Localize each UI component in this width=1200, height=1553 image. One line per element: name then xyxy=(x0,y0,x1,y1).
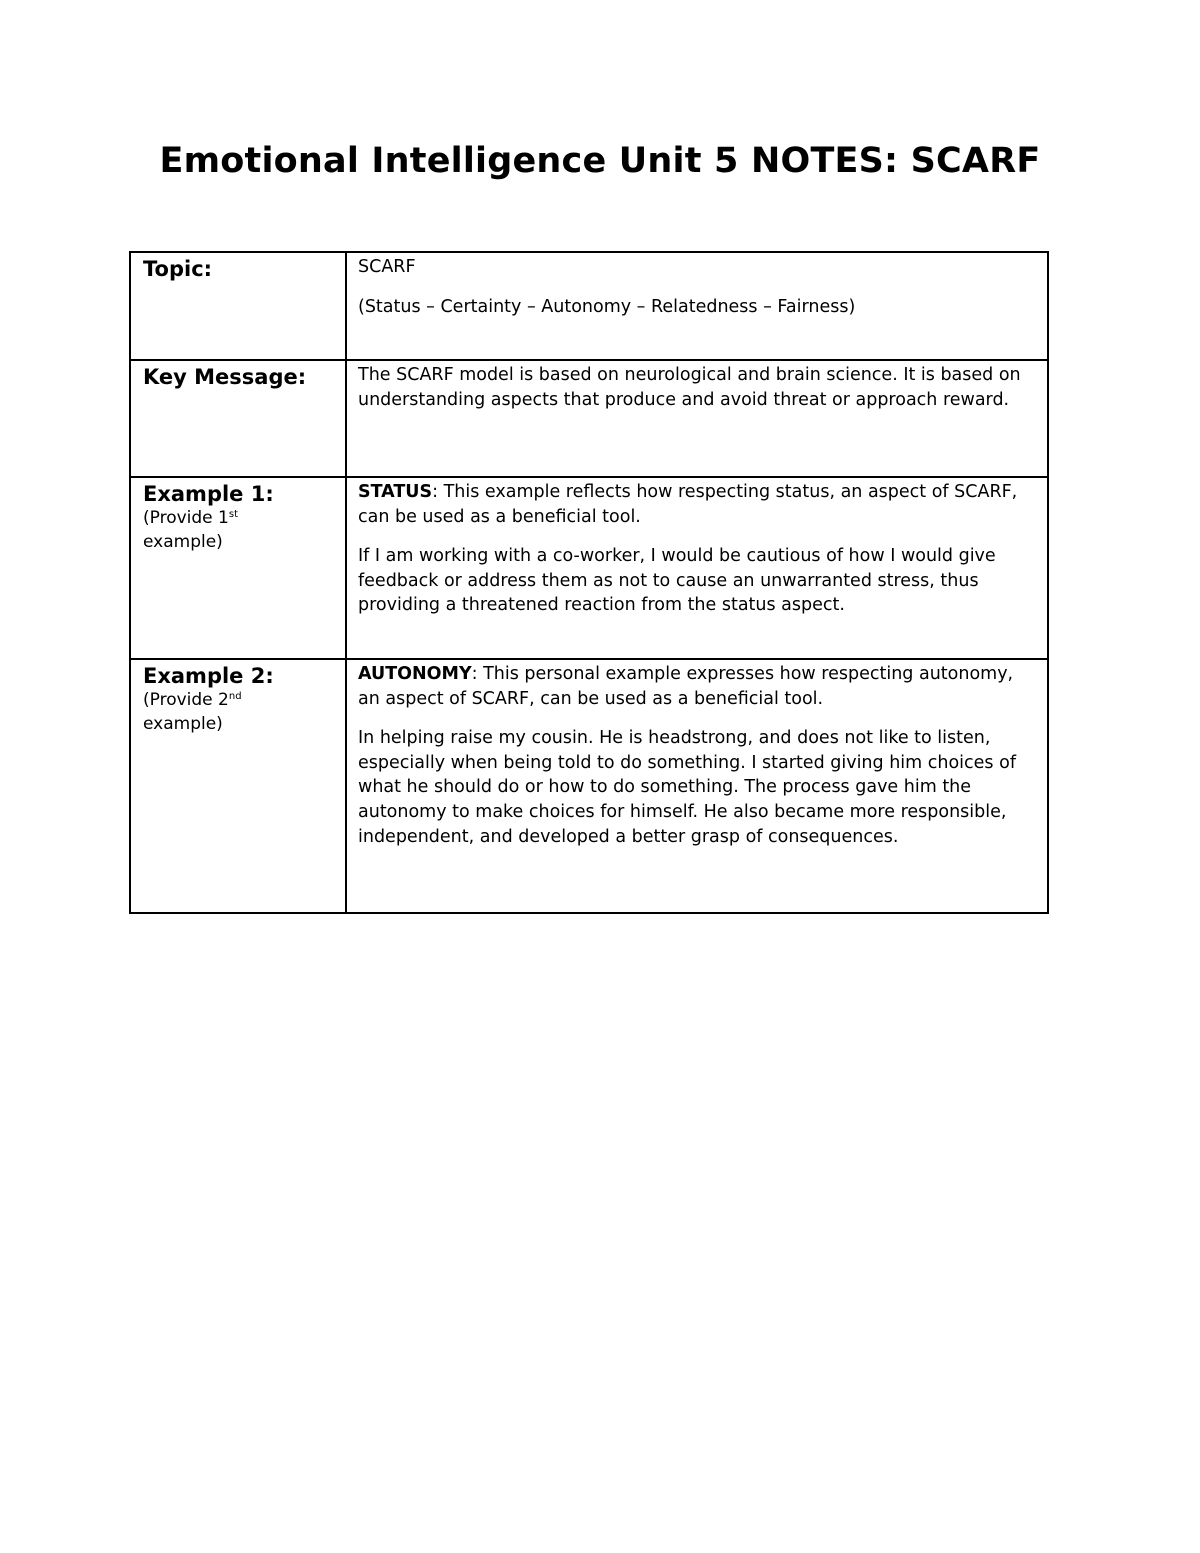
table-row-example-1 xyxy=(130,477,1048,659)
example-1-intro xyxy=(358,480,1037,529)
example-2-label: Example 2: xyxy=(143,664,274,688)
example-1-sublabel-prefix: (Provide 1 xyxy=(143,508,229,528)
example-2-sublabel xyxy=(143,688,335,736)
example-1-body: If I am working with a co-worker, I would be cautious of how I would give feedback or address them as not to cause an unwarranted stress, thus providing a threatened reaction from the status aspect. xyxy=(358,546,996,616)
example-2-label-cell xyxy=(130,659,346,913)
topic-name: SCARF xyxy=(358,257,416,277)
page-title: Emotional Intelligence Unit 5 NOTES: SCARF xyxy=(159,141,1041,181)
example-1-label-cell xyxy=(130,477,346,659)
key-message-label-cell xyxy=(130,360,346,477)
table-row-example-2 xyxy=(130,659,1048,913)
example-2-sublabel-suffix: example) xyxy=(143,714,223,734)
example-1-content-cell xyxy=(346,477,1048,659)
example-2-sublabel-prefix: (Provide 2 xyxy=(143,690,229,710)
example-2-content-cell xyxy=(346,659,1048,913)
notes-table xyxy=(129,251,1049,914)
key-message-text: The SCARF model is based on neurological and brain science. It is based on understanding aspects that produce and avoid threat or approach reward. xyxy=(358,365,1021,410)
table-row-key-message xyxy=(130,360,1048,477)
key-message-content-cell xyxy=(346,360,1048,477)
example-1-sublabel xyxy=(143,506,335,554)
example-2-intro xyxy=(358,662,1037,711)
key-message-label: Key Message: xyxy=(143,365,307,389)
example-2-intro-text: : This personal example expresses how respecting autonomy, an aspect of SCARF, can be used as a beneficial tool. xyxy=(358,664,1014,709)
topic-label-cell xyxy=(130,252,346,360)
example-1-intro-text: : This example reflects how respecting status, an aspect of SCARF, can be used as a beneficial tool. xyxy=(358,482,1018,527)
table-row-topic xyxy=(130,252,1048,360)
example-1-sublabel-suffix: example) xyxy=(143,532,223,552)
example-2-heading: AUTONOMY xyxy=(358,664,472,684)
example-1-heading: STATUS xyxy=(358,482,433,502)
example-2-sublabel-ordinal: nd xyxy=(228,691,242,702)
topic-label: Topic: xyxy=(143,257,213,281)
example-1-sublabel-ordinal: st xyxy=(228,509,238,520)
example-2-body: In helping raise my cousin. He is headstrong, and does not like to listen, especially when being told to do something. I started giving him choices of what he should do or how to do something. The process gave him the autonomy to make choices for himself. He also became more responsible, independent, and developed a better grasp of consequences. xyxy=(358,728,1016,847)
example-1-label: Example 1: xyxy=(143,482,274,506)
topic-content-cell xyxy=(346,252,1048,360)
topic-expansion: (Status – Certainty – Autonomy – Relatedness – Fairness) xyxy=(358,296,856,317)
